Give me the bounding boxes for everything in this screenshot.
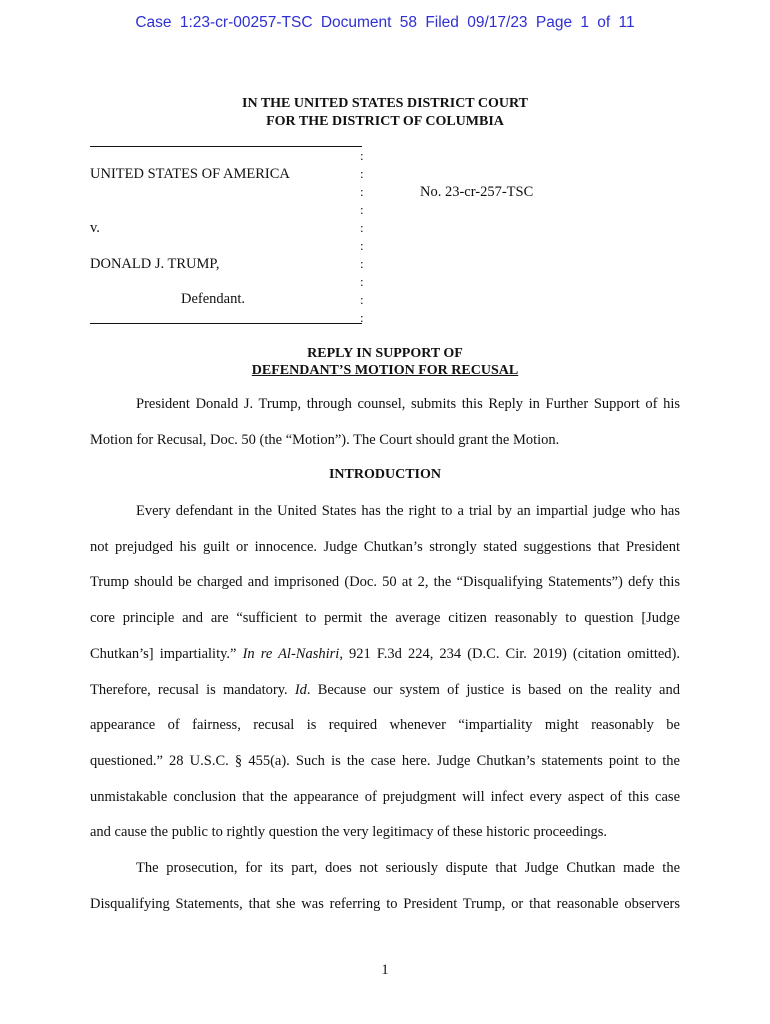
body-line: questioned.” 28 U.S.C. § 455(a). Such is the case here. Judge Chutkan’s statements point to the [90, 753, 680, 769]
document-title-line1: REPLY IN SUPPORT OF [307, 346, 463, 361]
caption-colon: : [360, 220, 364, 235]
body-line [90, 682, 680, 699]
body-text: Chutkan’s] impartiality.” [90, 646, 243, 662]
body-line: Every defendant in the United States has the right to a trial by an impartial judge who has [136, 503, 680, 519]
body-line: appearance of fairness, recusal is required whenever “impartiality might reasonably be [90, 717, 680, 733]
document-title-line2: DEFENDANT’S MOTION FOR RECUSAL [251, 363, 519, 378]
court-heading [0, 95, 770, 131]
body-line: Trump should be charged and imprisoned (Doc. 50 at 2, the “Disqualifying Statements”) defy this [90, 574, 680, 590]
body-text: , 921 F.3d 224, 234 (D.C. Cir. 2019) (citation omitted). [339, 646, 681, 662]
body-text: Therefore, recusal is mandatory. [90, 682, 295, 698]
intro-line: Motion for Recusal, Doc. 50 (the “Motion”). The Court should grant the Motion. [90, 432, 560, 448]
caption-colon: : [360, 202, 364, 217]
body-line: The prosecution, for its part, does not seriously dispute that Judge Chutkan made the [136, 860, 680, 876]
caption-versus: v. [90, 220, 100, 236]
body-line: core principle and are “sufficient to permit the average citizen reasonably to question [Judge [90, 610, 680, 626]
court-heading-line1: IN THE UNITED STATES DISTRICT COURT [242, 96, 528, 111]
body-line [90, 646, 680, 663]
body-line: unmistakable conclusion that the appearance of prejudgment will infect every aspect of this case [90, 789, 680, 805]
ecf-header-stamp: Case 1:23-cr-00257-TSC Document 58 Filed 09/17/23 Page 1 of 11 [135, 14, 635, 31]
caption-colon: : [360, 256, 364, 271]
caption-colon: : [360, 148, 364, 163]
body-text: . Because our system of justice is based on the reality and [306, 682, 680, 698]
caption-colon: : [360, 184, 364, 199]
caption-colon-column [360, 147, 370, 327]
caption-colon: : [360, 166, 364, 181]
case-number: No. 23-cr-257-TSC [420, 184, 534, 200]
court-heading-line2: FOR THE DISTRICT OF COLUMBIA [266, 114, 504, 129]
intro-line: President Donald J. Trump, through counsel, submits this Reply in Further Support of his [136, 396, 680, 412]
caption-defendant-role: Defendant. [181, 291, 246, 307]
caption-plaintiff: UNITED STATES OF AMERICA [90, 166, 290, 182]
section-heading-introduction: INTRODUCTION [328, 467, 441, 482]
caption-colon: : [360, 310, 364, 325]
case-citation: Id [294, 682, 307, 698]
caption-colon: : [360, 238, 364, 253]
body-line: and cause the public to rightly question the very legitimacy of these historic proceedings. [90, 824, 608, 840]
caption-defendant: DONALD J. TRUMP, [90, 256, 220, 272]
body-line: Disqualifying Statements, that she was referring to President Trump, or that reasonable observers [90, 896, 680, 912]
caption-bottom-rule [90, 323, 362, 324]
caption-colon: : [360, 292, 364, 307]
body-line: not prejudged his guilt or innocence. Judge Chutkan’s strongly stated suggestions that President [90, 539, 680, 555]
caption-top-rule [90, 146, 362, 147]
document-title [0, 345, 770, 379]
case-citation: In re Al-Nashiri [242, 646, 340, 662]
caption-colon: : [360, 274, 364, 289]
page-number: 1 [381, 962, 389, 978]
